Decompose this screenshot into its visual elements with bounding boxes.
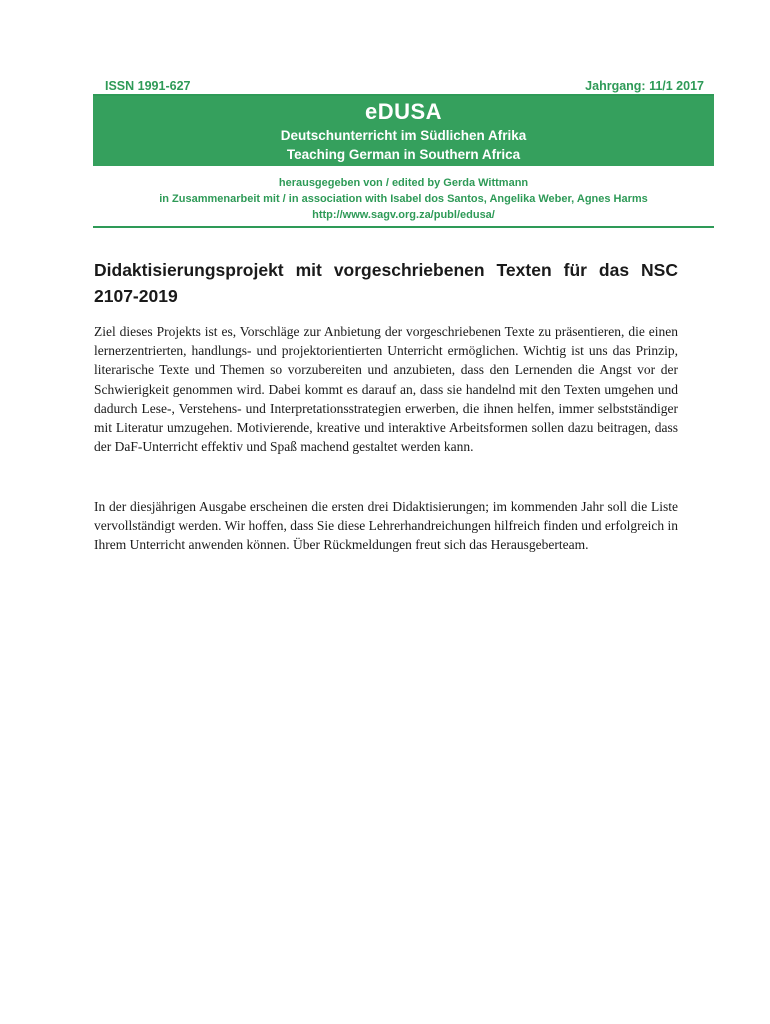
journal-banner <box>93 96 714 166</box>
editor-line: herausgegeben von / edited by Gerda Wittmann <box>278 177 529 189</box>
body-paragraph-2: In der diesjährigen Ausgabe erscheinen die ersten drei Didaktisierungen; im kommenden Jahr soll die Liste vervollständigt werden. Wir hoffen, dass Sie diese Lehrerhandreichungen hilfreich finden und erfolgreich in Ihrem Unterricht anwenden können. Über Rückmeldungen freut sich das Herausgeberteam. <box>94 499 678 553</box>
body-paragraph-1: Ziel dieses Projekts ist es, Vorschläge zur Anbietung der vorgeschriebenen Texte zu präsentieren, die einen lernerzentrierten, handlungs- und projektorientierten Unterricht ermöglichen. Wichtig ist uns das Prinzip, literarische Texte und Themen so vorzubereiten und anzubieten, dass den Lernenden die Angst vor der Schwierigkeit genommen wird. Dabei kommt es darauf an, dass sie handelnd mit den Texten umgehen und dadurch Lese-, Verstehens- und Interpretationsstrategien erwerben, die ihnen helfen, immer selbstständiger mit Literatur umzugehen. Motivierende, kreative und interaktive Arbeitsformen sollen dazu beitragen, dass der DaF-Unterricht effektiv und Spaß machend gestaltet werden kann. <box>94 324 678 455</box>
journal-title: eDUSA <box>364 99 443 124</box>
journal-subtitle-de: Deutschunterricht im Südlichen Afrika <box>280 128 527 143</box>
association-line: in Zusammenarbeit mit / in association with Isabel dos Santos, Angelika Weber, Agnes Harms <box>159 193 648 205</box>
article-title: Didaktisierungsprojekt mit vorgeschriebenen Texten für das NSC 2107-2019 <box>94 260 678 306</box>
journal-url[interactable]: http://www.sagv.org.za/publ/edusa/ <box>312 209 495 221</box>
journal-masthead <box>93 78 714 228</box>
issn-label: ISSN 1991-627 <box>105 79 191 93</box>
header-divider <box>93 226 714 228</box>
volume-label: Jahrgang: 11/1 2017 <box>585 79 704 93</box>
journal-subtitle-en: Teaching German in Southern Africa <box>286 147 521 162</box>
issn-row <box>93 78 714 96</box>
editors-block <box>93 166 714 226</box>
